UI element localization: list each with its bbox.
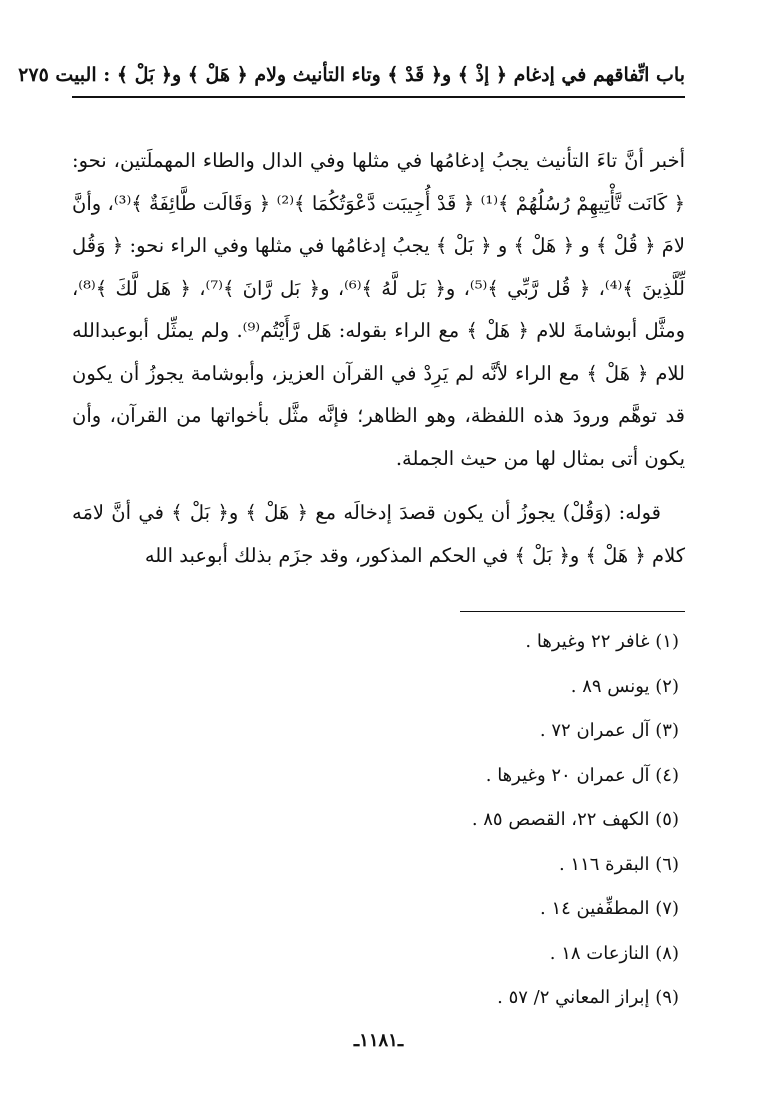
footnote-4: (٤) آل عمران ٢٠ وغيرها . bbox=[485, 764, 679, 786]
footnote-1: (١) غافر ٢٢ وغيرها . bbox=[525, 631, 679, 652]
footnote-7: (٧) المطفِّفين ١٤ . bbox=[540, 898, 679, 919]
footnote-9: (٩) إبراز المعاني ٢/ ٥٧ . bbox=[497, 987, 679, 1008]
footnotes bbox=[72, 620, 679, 1021]
footnote-5: (٥) الكهف ٢٢، القصص ٨٥ . bbox=[471, 809, 679, 830]
running-header: باب اتِّفاقهم في إدغام ﴿ إذْ ﴾ و﴿ قَدْ ﴾ وتاء التأنيث ولام ﴿ هَلْ ﴾ و﴿ بَلْ ﴾ : البيت ٢٧٥ bbox=[18, 64, 685, 86]
page-number: ـ١١٨١ـ bbox=[353, 1030, 404, 1051]
footnote-6: (٦) البقرة ١١٦ . bbox=[558, 853, 679, 875]
paragraph-1: أخبر أنَّ تاءَ التأنيث يجبُ إدغامُها في مثلها وفي الدال والطاء المهملَتين، نحو: ﴿ كَانَت تَّأْتِيهِمْ رُسُلُهُمْ ﴾⁽¹⁾ ﴿ قَدْ أُجِيبَت دَّعْوَتُكُمَا ﴾⁽²⁾ ﴿ وَقَالَت طَّائِفَةٌ ﴾⁽³⁾، وأنَّ لامَ ﴿ قُلْ ﴾ و ﴿ هَلْ ﴾ و ﴿ بَلْ ﴾ يجبُ إدغامُها في مثلها وفي الراء نحو: ﴿ وَقُل لِّلَّذِينَ ﴾⁽⁴⁾، ﴿ قُل رَّبِّي ﴾⁽⁵⁾، و﴿ بَل لَّهُ ﴾⁽⁶⁾، و﴿ بَل رَّانَ ﴾⁽⁷⁾، ﴿ هَل لَّكَ ﴾⁽⁸⁾، ومثَّل أبوشامةَ للام ﴿ هَلْ ﴾ مع الراء بقوله: هَل رَّأَيْتُم⁽⁹⁾. ولم يمثِّل أبوعبدالله للام ﴿ هَلْ ﴾ مع الراء لأنَّه لم يَرِدْ في القرآن العزيز، وأبوشامة يجوزُ أن يكون قد توهَّم ورودَ هذه اللفظة، وهو الظاهر؛ فإنَّه مثَّل بأخواتها من القرآن، وأن يكون أتى بمثال لها من حيث الجملة. bbox=[72, 149, 686, 470]
paragraph-2: قوله: (وَقُلْ) يجوزُ أن يكون قصدَ إدخالَه مع ﴿ هَلْ ﴾ و﴿ بَلْ ﴾ في أنَّ لامَه كلام ﴿ هَلْ ﴾ و﴿ بَلْ ﴾ في الحكم المذكور، وقد جزَم بذلك أبوعبد الله bbox=[72, 501, 685, 567]
footnote-separator bbox=[460, 611, 685, 612]
footnote-8: (٨) النازعات ١٨ . bbox=[549, 942, 679, 964]
header-rule bbox=[72, 96, 685, 98]
main-text bbox=[72, 140, 685, 577]
footnote-3: (٣) آل عمران ٧٢ . bbox=[539, 720, 679, 741]
footnote-2: (٢) يونس ٨٩ . bbox=[570, 675, 679, 697]
